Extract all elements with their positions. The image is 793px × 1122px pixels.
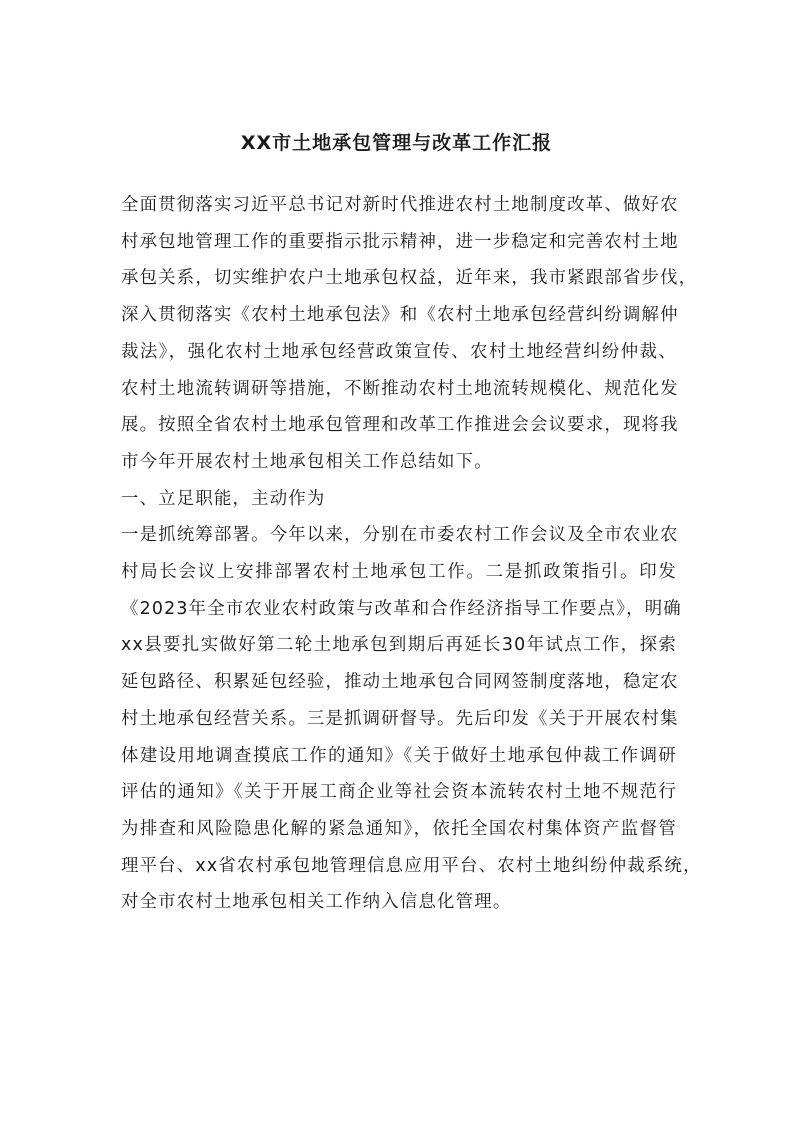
text-line: 对全市农村土地承包相关工作纳入信息化管理。	[121, 892, 512, 913]
text-line: 评估的通知》《关于开展工商企业等社会资本流转农村土地不规范行	[121, 782, 677, 803]
document-title: XX市土地承包管理与改革工作汇报	[240, 132, 553, 154]
text-line: 深入贯彻落实《农村土地承包法》和《农村土地承包经营纠纷调解仲	[121, 305, 679, 326]
text-line: 农村土地流转调研等措施，不断推动农村土地流转规模化、规范化发	[121, 378, 679, 399]
text-line: 承包关系，切实维护农户土地承包权益，近年来，我市紧跟部省步伐，	[121, 268, 698, 289]
text-line: 裁法》，强化农村土地承包经营政策宣传、农村土地经营纠纷仲裁、	[121, 341, 677, 362]
text-line: 村局长会议上安排部署农村土地承包工作。二是抓政策指引。印发	[121, 562, 677, 583]
section-heading-text: 一、立足职能，主动作为	[121, 488, 326, 509]
text-line: 为排查和风险隐患化解的紧急通知》，依托全国农村集体资产监督管	[121, 818, 677, 839]
text-line: xx县要扎实做好第二轮土地承包到期后再延长30年试点工作，探索	[121, 635, 677, 656]
text-line: 延包路径、积累延包经验，推动土地承包合同网签制度落地，稳定农	[121, 672, 679, 693]
text-line: 村承包地管理工作的重要指示批示精神，进一步稳定和完善农村土地	[121, 231, 679, 252]
section-heading	[121, 481, 677, 518]
text-line: 《2023年全市农业农村政策与改革和合作经济指导工作要点》，明确	[121, 598, 682, 619]
paragraph-intro	[121, 187, 698, 481]
text-line: 体建设用地调查摸底工作的通知》《关于做好土地承包仲裁工作调研	[121, 745, 677, 766]
text-line: 全面贯彻落实习近平总书记对新时代推进农村土地制度改革、做好农	[121, 195, 679, 215]
text-line: 市今年开展农村土地承包相关工作总结如下。	[121, 451, 493, 472]
text-line: 理平台、xx省农村承包地管理信息应用平台、农村土地纠纷仲裁系统，	[121, 855, 702, 876]
text-line: 村土地承包经营关系。三是抓调研督导。先后印发《关于开展农村集	[121, 708, 679, 729]
text-line: 展。按照全省农村土地承包管理和改革工作推进会会议要求，现将我	[121, 415, 679, 436]
document-body	[121, 187, 702, 921]
text-line: 一是抓统筹部署。今年以来，分别在市委农村工作会议及全市农业农	[121, 525, 679, 546]
paragraph-section-1	[121, 517, 702, 921]
